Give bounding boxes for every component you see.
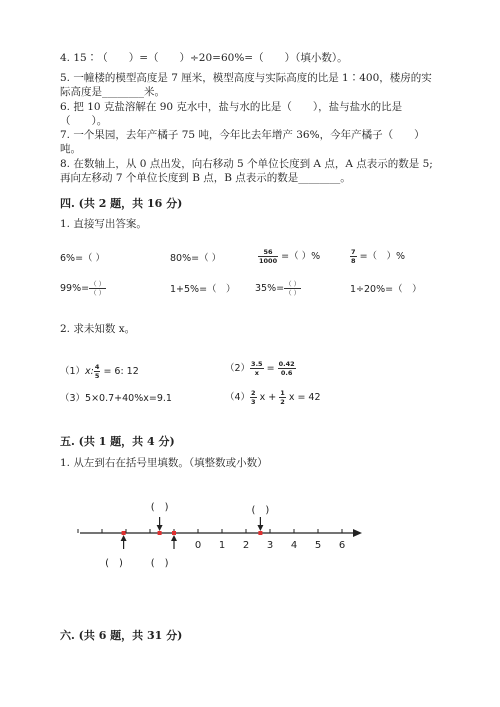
calc-r2c3: 35%= $\frac{( )}{( )}$ (255, 280, 301, 297)
question-5-line2: 际高度是________米。 (60, 86, 165, 98)
number-line-tick-label: 4 (290, 540, 298, 551)
equation-2: （2） $\frac{3.5}{x}$ = $\frac{0.42}{0.6}$ (225, 360, 295, 377)
question-7-line2: 吨。 (60, 143, 81, 155)
equation-3: （3）5×0.7+40%x=9.1 (60, 393, 172, 404)
number-line-tick-label: 1 (218, 540, 226, 551)
up-arrow-1-head (121, 535, 127, 541)
calc-r2c2: 1+5%=（ ） (170, 284, 236, 295)
calc-r1c4: $\frac{7}{8}$ =（ ）% (351, 248, 406, 265)
down-arrow-2-head (257, 525, 263, 531)
question-8-line1: 8. 在数轴上，从 0 点出发，向右移动 5 个单位长度到 A 点，A 点表示的数是 5; (60, 158, 433, 170)
calc-r2c4: 1÷20%=（ ） (350, 284, 422, 295)
number-line-marker (158, 531, 162, 535)
number-line-tick-label: 3 (266, 540, 274, 551)
section-6-title: 六. (共 6 题，共 31 分) (60, 629, 183, 642)
question-8-line2: 再向左移动 7 个单位长度到 B 点，B 点表示的数是________。 (60, 172, 351, 184)
answer-blank: ( ) (150, 502, 169, 513)
question-7-line1: 7. 一个果园，去年产橘子 75 吨，今年比去年增产 36%，今年产橘子（ ） (60, 129, 425, 141)
number-line-tick-label: 6 (338, 540, 346, 551)
number-line-marker (172, 531, 176, 535)
number-line-tick-label: 2 (242, 540, 250, 551)
number-line-arrowhead (353, 529, 362, 537)
answer-blank: ( ) (150, 558, 169, 569)
calc-r2c1: 99%= $\frac{( )}{( )}$ (60, 280, 106, 297)
answer-blank: ( ) (105, 558, 123, 569)
number-line-tick-label: 5 (314, 540, 322, 551)
question-5-line1: 5. 一幢楼的模型高度是 7 厘米，模型高度与实际高度的比是 1∶400，楼房的实 (60, 72, 432, 84)
calc-r1c2: 80%=（ ） (170, 253, 222, 264)
number-line-tick-label: 0 (194, 540, 202, 551)
number-line-marker (122, 531, 126, 535)
number-line-marker (258, 531, 262, 535)
section-4-title: 四. (共 2 题，共 16 分) (60, 197, 183, 210)
calc-r1c3: $\frac{56}{1000}$ =（ ）% (259, 248, 321, 265)
equation-1: （1）x: $\frac{4}{5}$ = 6: 12 (60, 363, 139, 380)
equation-4: （4） $\frac{2}{3}$ x + $\frac{1}{2}$ x = 42 (225, 389, 321, 406)
question-6-line2: （ ）。 (60, 115, 108, 127)
question-6-line1: 6. 把 10 克盐溶解在 90 克水中，盐与水的比是（ ），盐与盐水的比是 (60, 101, 403, 113)
question-4: 4. 15∶（ ）=（ ）÷20=60%=（ ）（填小数）。 (60, 52, 348, 64)
section-5-q1: 1. 从左到右在括号里填数。（填整数或小数） (60, 457, 268, 469)
section-5-title: 五. (共 1 题，共 4 分) (60, 435, 175, 448)
section-4-q1: 1. 直接写出答案。 (60, 218, 147, 230)
up-arrow-2-head (171, 535, 177, 541)
calc-r1c1: 6%=（ ） (60, 253, 106, 264)
answer-blank: ( ) (251, 505, 270, 516)
section-4-q2: 2. 求未知数 x。 (60, 323, 136, 335)
down-arrow-1-head (157, 525, 163, 531)
